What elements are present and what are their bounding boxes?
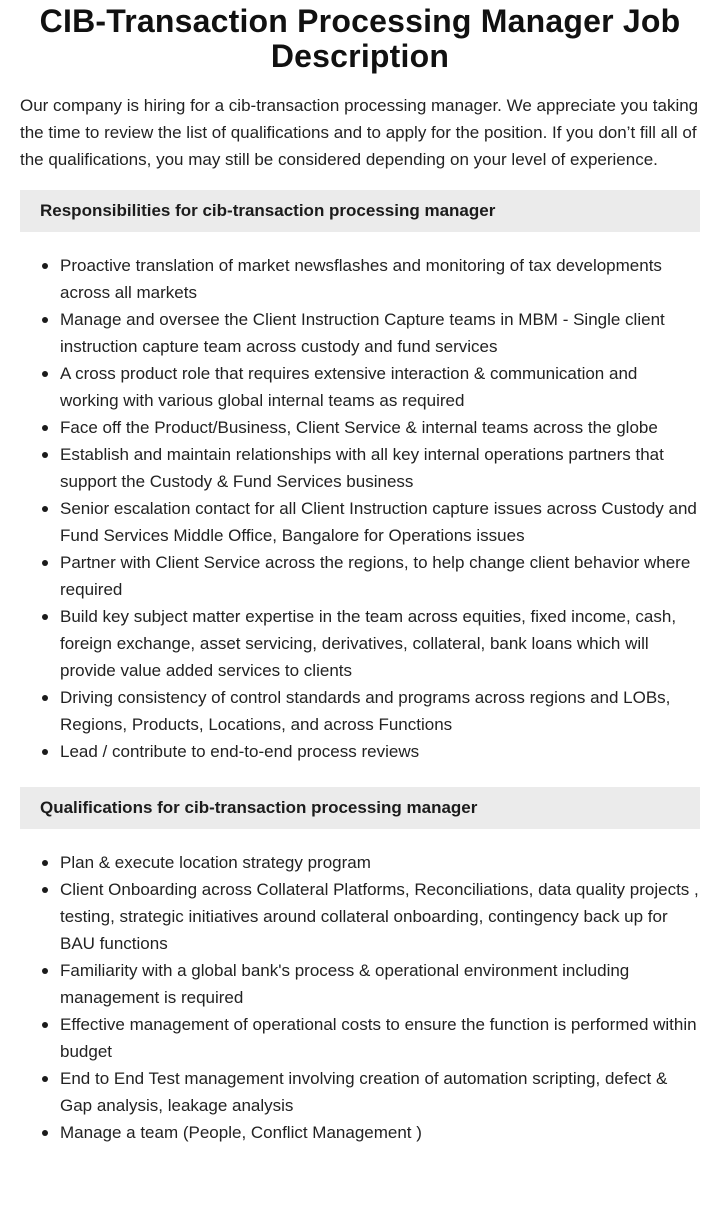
list-item-text: Plan & execute location strategy program — [60, 853, 371, 872]
list-item-text: Partner with Client Service across the regions, to help change client behavior where required — [60, 553, 691, 599]
list-item — [20, 1011, 700, 1065]
list-item-text: Face off the Product/Business, Client Service & internal teams across the globe — [60, 418, 658, 437]
list-item — [20, 252, 700, 306]
list-item — [20, 876, 700, 957]
list-item — [20, 1119, 700, 1146]
bullet-icon — [42, 860, 48, 866]
list-item-text: Senior escalation contact for all Client Instruction capture issues across Custody and Fund Services Middle Office, Bangalore for Operations issues — [60, 499, 697, 545]
list-item-text: Proactive translation of market newsflashes and monitoring of tax developments across all markets — [60, 256, 662, 302]
list-item — [20, 738, 700, 765]
bullet-icon — [42, 614, 48, 620]
list-item-text: Effective management of operational costs to ensure the function is performed within budget — [60, 1015, 697, 1061]
list-item — [20, 495, 700, 549]
list-item-text: Client Onboarding across Collateral Platforms, Reconciliations, data quality projects , testing, strategic initiatives around collateral onboarding, contingency back up for BAU functions — [60, 880, 699, 953]
list-item-text: A cross product role that requires extensive interaction & communication and working with various global internal teams as required — [60, 364, 638, 410]
bullet-icon — [42, 1130, 48, 1136]
list-item — [20, 603, 700, 684]
bullet-icon — [42, 887, 48, 893]
list-item — [20, 1065, 700, 1119]
list-item — [20, 414, 700, 441]
bullet-icon — [42, 371, 48, 377]
list-item-text: Familiarity with a global bank's process & operational environment including management is required — [60, 961, 630, 1007]
list-item-text: Lead / contribute to end-to-end process reviews — [60, 742, 420, 761]
list-item-text: Manage and oversee the Client Instruction Capture teams in MBM - Single client instruction capture team across custody and fund services — [60, 310, 665, 356]
list-item — [20, 849, 700, 876]
list-item — [20, 441, 700, 495]
list-item-text: Build key subject matter expertise in the team across equities, fixed income, cash, foreign exchange, asset servicing, derivatives, collateral, bank loans which will provide value added services to clients — [60, 607, 677, 680]
bullet-icon — [42, 452, 48, 458]
page-title: CIB-Transaction Processing Manager Job Description — [39, 3, 681, 74]
list-item-text: Manage a team (People, Conflict Management ) — [60, 1123, 422, 1142]
bullet-icon — [42, 317, 48, 323]
qualifications-list — [20, 849, 700, 1146]
bullet-icon — [42, 425, 48, 431]
list-item — [20, 360, 700, 414]
list-item — [20, 549, 700, 603]
bullet-icon — [42, 968, 48, 974]
list-item — [20, 306, 700, 360]
bullet-icon — [42, 263, 48, 269]
qualifications-heading: Qualifications for cib-transaction processing manager — [20, 787, 700, 829]
section-spacer — [20, 765, 700, 770]
list-item-text: Driving consistency of control standards and programs across regions and LOBs, Regions, Products, Locations, and across Functions — [60, 688, 671, 734]
bullet-icon — [42, 560, 48, 566]
list-item-text: End to End Test management involving creation of automation scripting, defect & Gap analysis, leakage analysis — [60, 1069, 668, 1115]
list-item-text: Establish and maintain relationships with all key internal operations partners that support the Custody & Fund Services business — [60, 445, 664, 491]
bullet-icon — [42, 1076, 48, 1082]
intro-paragraph: Our company is hiring for a cib-transaction processing manager. We appreciate you taking the time to review the list of qualifications and to apply for the position. If you don’t fill all of the qualifications, you may still be considered depending on your level of experience. — [20, 96, 699, 169]
bullet-icon — [42, 749, 48, 755]
bullet-icon — [42, 1022, 48, 1028]
bullet-icon — [42, 695, 48, 701]
responsibilities-heading: Responsibilities for cib-transaction processing manager — [20, 190, 700, 232]
responsibilities-list — [20, 252, 700, 765]
list-item — [20, 957, 700, 1011]
list-item — [20, 684, 700, 738]
bullet-icon — [42, 506, 48, 512]
